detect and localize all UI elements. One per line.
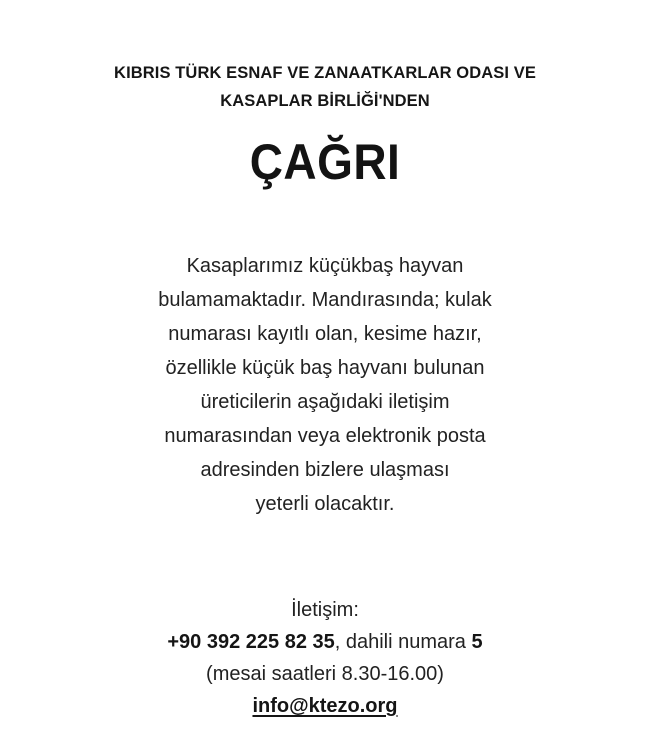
- contact-extension-number: 5: [471, 631, 483, 653]
- body-line-5: üreticilerin aşağıdaki iletişim: [200, 391, 450, 413]
- contact-phone-line: [0, 626, 650, 658]
- body-line-4: özellikle küçük baş hayvanı bulunan: [165, 357, 485, 379]
- body-line-2: bulamamaktadır. Mandırasında; kulak: [158, 289, 492, 311]
- contact-hours: (mesai saatleri 8.30-16.00): [206, 663, 444, 685]
- contact-phone[interactable]: +90 392 225 82 35: [167, 631, 335, 653]
- header-line-2: KASAPLAR BİRLİĞİ'NDEN: [220, 92, 430, 110]
- contact-email-link[interactable]: info@ktezo.org: [252, 695, 398, 717]
- contact-block: [0, 594, 650, 722]
- body-line-6: numarasından veya elektronik posta: [164, 425, 486, 447]
- body-paragraph: [0, 249, 650, 521]
- body-line-3: numarası kayıtlı olan, kesime hazır,: [168, 323, 482, 345]
- page-title: ÇAĞRI: [249, 134, 401, 190]
- body-line-8: yeterli olacaktır.: [255, 493, 395, 515]
- contact-label: İletişim:: [291, 599, 359, 621]
- contact-extension-prefix: , dahili numara: [334, 631, 472, 653]
- header-line-1: KIBRIS TÜRK ESNAF VE ZANAATKARLAR ODASI VE: [114, 64, 536, 82]
- body-line-1: Kasaplarımız küçükbaş hayvan: [186, 255, 464, 277]
- header: [0, 59, 650, 115]
- body-line-7: adresinden bizlere ulaşması: [200, 459, 450, 481]
